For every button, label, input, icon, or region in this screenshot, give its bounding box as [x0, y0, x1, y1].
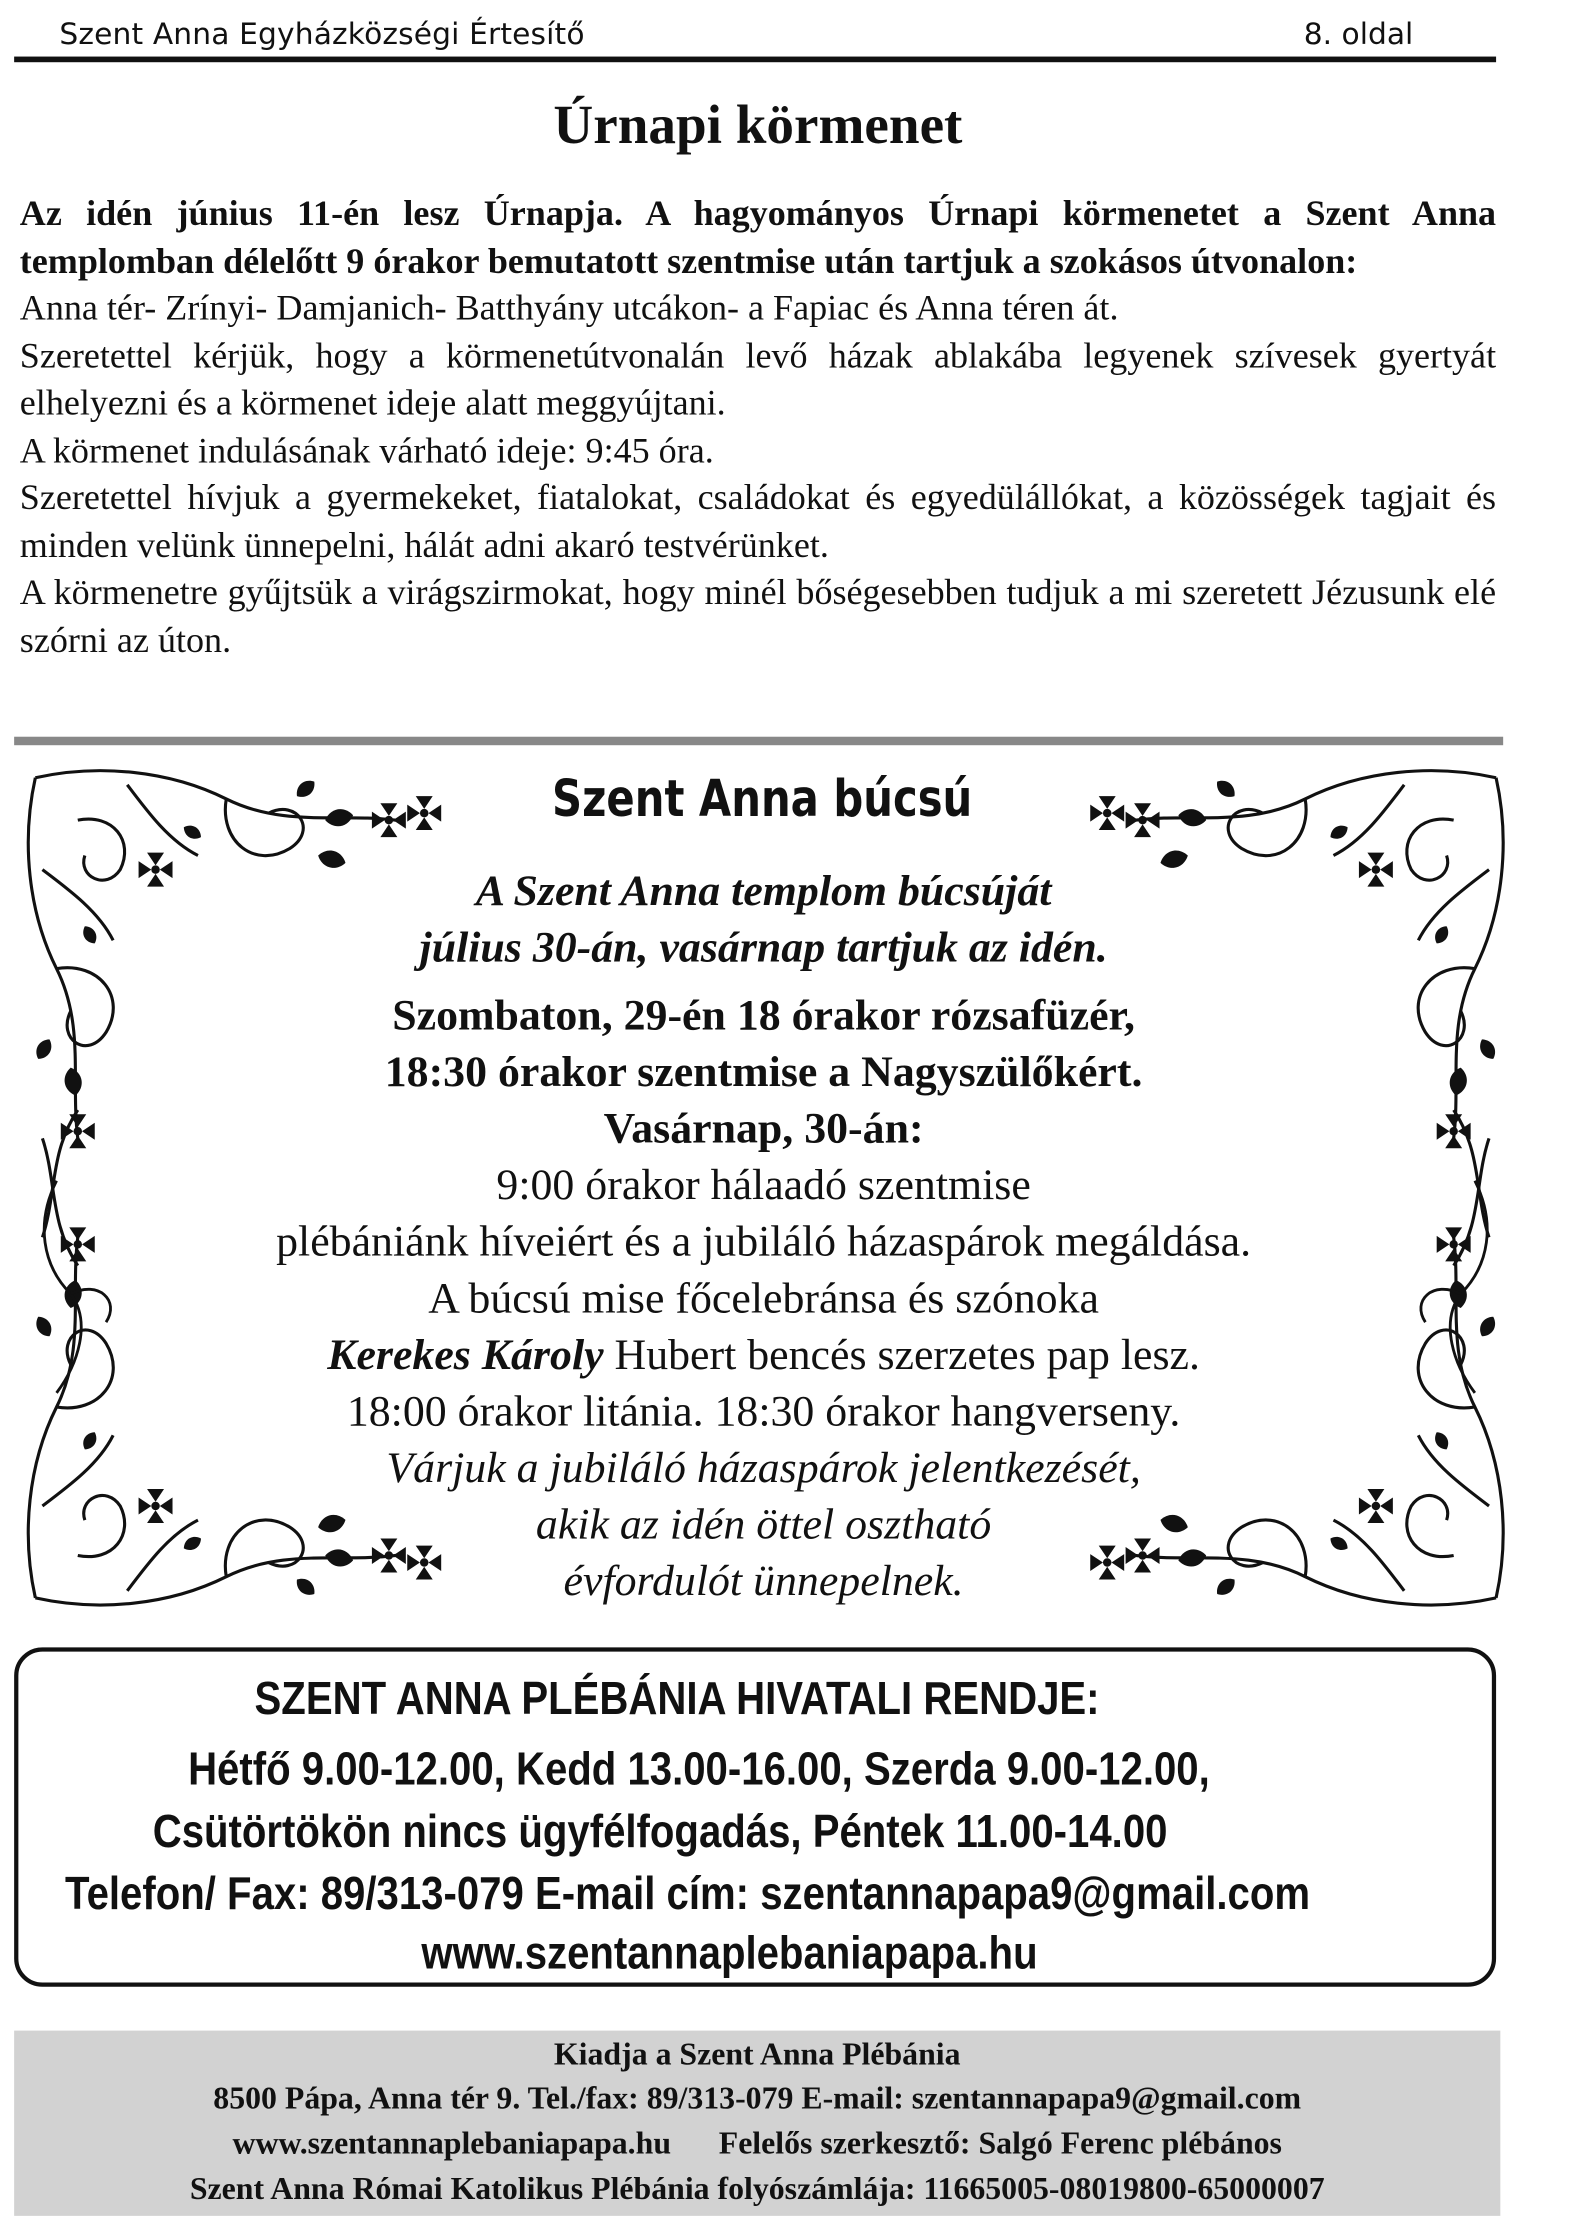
bucsu-line-1: A Szent Anna templom búcsúját: [475, 865, 1052, 915]
office-hours-line-2: Csütörtökön nincs ügyfélfogadás, Péntek 11.00-14.00: [152, 1804, 1168, 1857]
article-paragraph-start-time: A körmenet indulásának várható ideje: 9:45 óra.: [19, 429, 714, 471]
header-rule: [14, 57, 1496, 63]
office-contact: Telefon/ Fax: 89/313-079 E-mail cím: szentannapapa9@gmail.com: [65, 1866, 1311, 1919]
bucsu-line-4: 18:30 órakor szentmise a Nagyszülőkért.: [384, 1046, 1143, 1096]
bucsu-line-7: plébániánk híveiért és a jubiláló házaspárok megáldása.: [276, 1216, 1252, 1266]
article-paragraph-candles: Szeretettel kérjük, hogy a körmenetútvonalán levő házak ablakába legyenek szívesek gyertyát elhelyezni és a körmenet ideje alatt meggyújtani.: [19, 334, 1497, 423]
celebrant-description: Hubert bencés szerzetes pap lesz.: [603, 1329, 1200, 1379]
publisher-footer: [14, 2031, 1500, 2216]
bucsu-line-2: július 30-án, vasárnap tartjuk az idén.: [419, 921, 1108, 972]
page-number: 8. oldal: [1303, 16, 1414, 51]
office-website[interactable]: www.szentannaplebaniapapa.hu: [421, 1925, 1038, 1979]
footer-bank-account: Szent Anna Római Katolikus Plébánia folyószámlája: 11665005-08019800-65000007: [189, 2170, 1325, 2206]
office-hours-line-1: Hétfő 9.00-12.00, Kedd 13.00-16.00, Szerda 9.00-12.00,: [188, 1742, 1210, 1795]
bucsu-line-9: [127, 1326, 1400, 1383]
footer-publisher: Kiadja a Szent Anna Plébánia: [553, 2036, 961, 2072]
footer-editor: www.szentannaplebaniapapa.hu Felelős szerkesztő: Salgó Ferenc plébános: [232, 2125, 1282, 2161]
bucsu-line-3: Szombaton, 29-én 18 órakor rózsafüzér,: [392, 989, 1135, 1040]
bucsu-line-8: A búcsú mise főcelebránsa és szónoka: [428, 1272, 1099, 1323]
article-title: Úrnapi körmenet: [553, 94, 963, 156]
bucsu-line-5: Vasárnap, 30-án:: [603, 1102, 924, 1153]
section-separator: [14, 737, 1503, 745]
article-paragraph-intro: Az idén június 11-én lesz Úrnapja. A hagyományos Úrnapi körmenetet a Szent Anna templomban délelőtt 9 órakor bemutatott szentmise után tartjuk a szokásos útvonalon:: [19, 192, 1497, 281]
article-paragraph-route: Anna tér- Zrínyi- Damjanich- Batthyány utcákon- a Fapiac és Anna téren át.: [19, 287, 1119, 329]
celebrant-name: Kerekes Károly: [327, 1329, 604, 1379]
bucsu-line-13: évfordulót ünnepelnek.: [563, 1555, 964, 1605]
publication-name: Szent Anna Egyházközségi Értesítő: [59, 16, 585, 51]
bucsu-line-10: 18:00 órakor litánia. 18:30 órakor hangverseny.: [346, 1385, 1181, 1436]
article-body: [20, 189, 1496, 663]
office-hours-box: [14, 1647, 1496, 1986]
office-heading: SZENT ANNA PLÉBÁNIA HIVATALI RENDJE:: [254, 1671, 1100, 1724]
footer-address: 8500 Pápa, Anna tér 9. Tel./fax: 89/313-079 E-mail: szentannapapa9@gmail.com: [213, 2080, 1302, 2116]
bucsu-line-11: Várjuk a jubiláló házaspárok jelentkezését,: [386, 1442, 1141, 1492]
bucsu-line-6: 9:00 órakor hálaadó szentmise: [496, 1159, 1031, 1210]
article-paragraph-invitation: Szeretettel hívjuk a gyermekeket, fiatalokat, családokat és egyedülállókat, a közösségek tagjait és minden velünk ünnepelni, hálát adni akaró testvérünket.: [19, 476, 1497, 565]
article-paragraph-petals: A körmenetre gyűjtsük a virágszirmokat, hogy minél bőségesebben tudjuk a mi szeretett Jézusunk elé szórni az úton.: [19, 571, 1497, 660]
bucsu-title: Szent Anna búcsú: [552, 770, 973, 829]
bucsu-line-12: akik az idén öttel osztható: [535, 1498, 992, 1549]
